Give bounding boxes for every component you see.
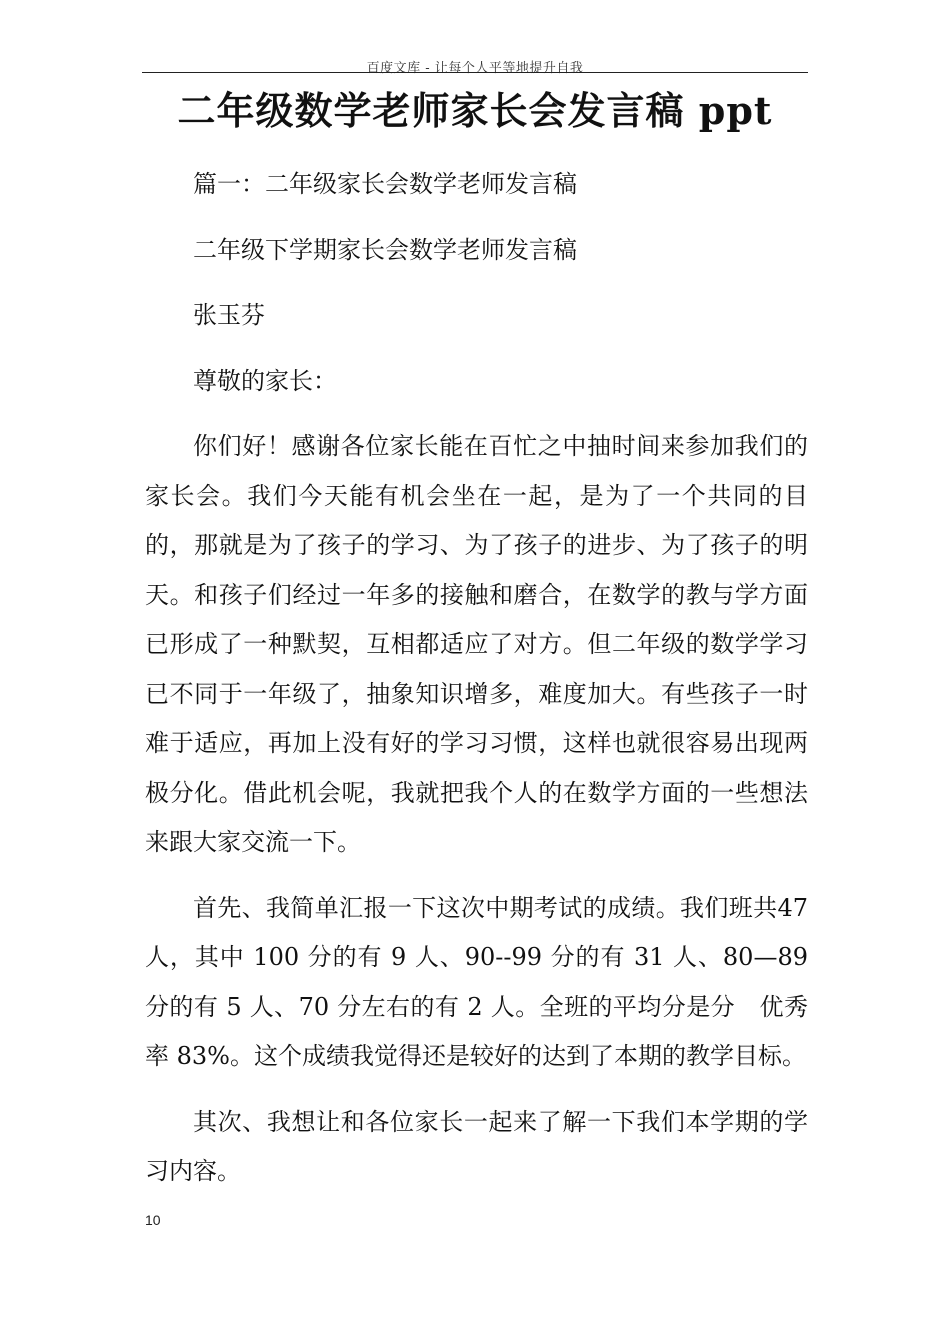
paragraph-subtitle: 二年级下学期家长会数学老师发言稿 xyxy=(193,235,577,264)
document-title: 二年级数学老师家长会发言稿 ppt xyxy=(177,88,773,133)
paragraph-exam-results: 首先、我简单汇报一下这次中期考试的成绩。我们班共47 人，其中 100 分的有 9 人、90--99 分的有 31 人、80—89分的有 5 人、70 分左右的有 2 人。全班的平均分是分 优秀率 83%。这个成绩我觉得还是较好的达到了本期的教学目标。 xyxy=(145,893,808,1070)
header-text: 百度文库 - 让每个人平等地提升自我 xyxy=(366,61,584,76)
page-number: 10 xyxy=(145,1212,161,1228)
document-body xyxy=(145,160,808,1213)
paragraph-greeting: 你们好！感谢各位家长能在百忙之中抽时间来参加我们的家长会。我们今天能有机会坐在一起，是为了一个共同的目的，那就是为了孩子的学习、为了孩子的进步、为了孩子的明天。和孩子们经过一年多的接触和磨合，在数学的教与学方面已形成了一种默契，互相都适应了对方。但二年级的数学学习已不同于一年级了，抽象知识增多，难度加大。有些孩子一时难于适应，再加上没有好的学习习惯，这样也就很容易出现两极分化。借此机会呢，我就把我个人的在数学方面的一些想法来跟大家交流一下。 xyxy=(145,432,808,856)
header-divider xyxy=(142,72,808,73)
paragraph-heading: 篇一：二年级家长会数学老师发言稿 xyxy=(193,170,577,198)
paragraph-salutation: 尊敬的家长： xyxy=(193,366,337,395)
paragraph-author: 张玉芬 xyxy=(193,301,265,329)
paragraph-study-content: 其次、我想让和各位家长一起来了解一下我们本学期的学习内容。 xyxy=(145,1107,808,1185)
